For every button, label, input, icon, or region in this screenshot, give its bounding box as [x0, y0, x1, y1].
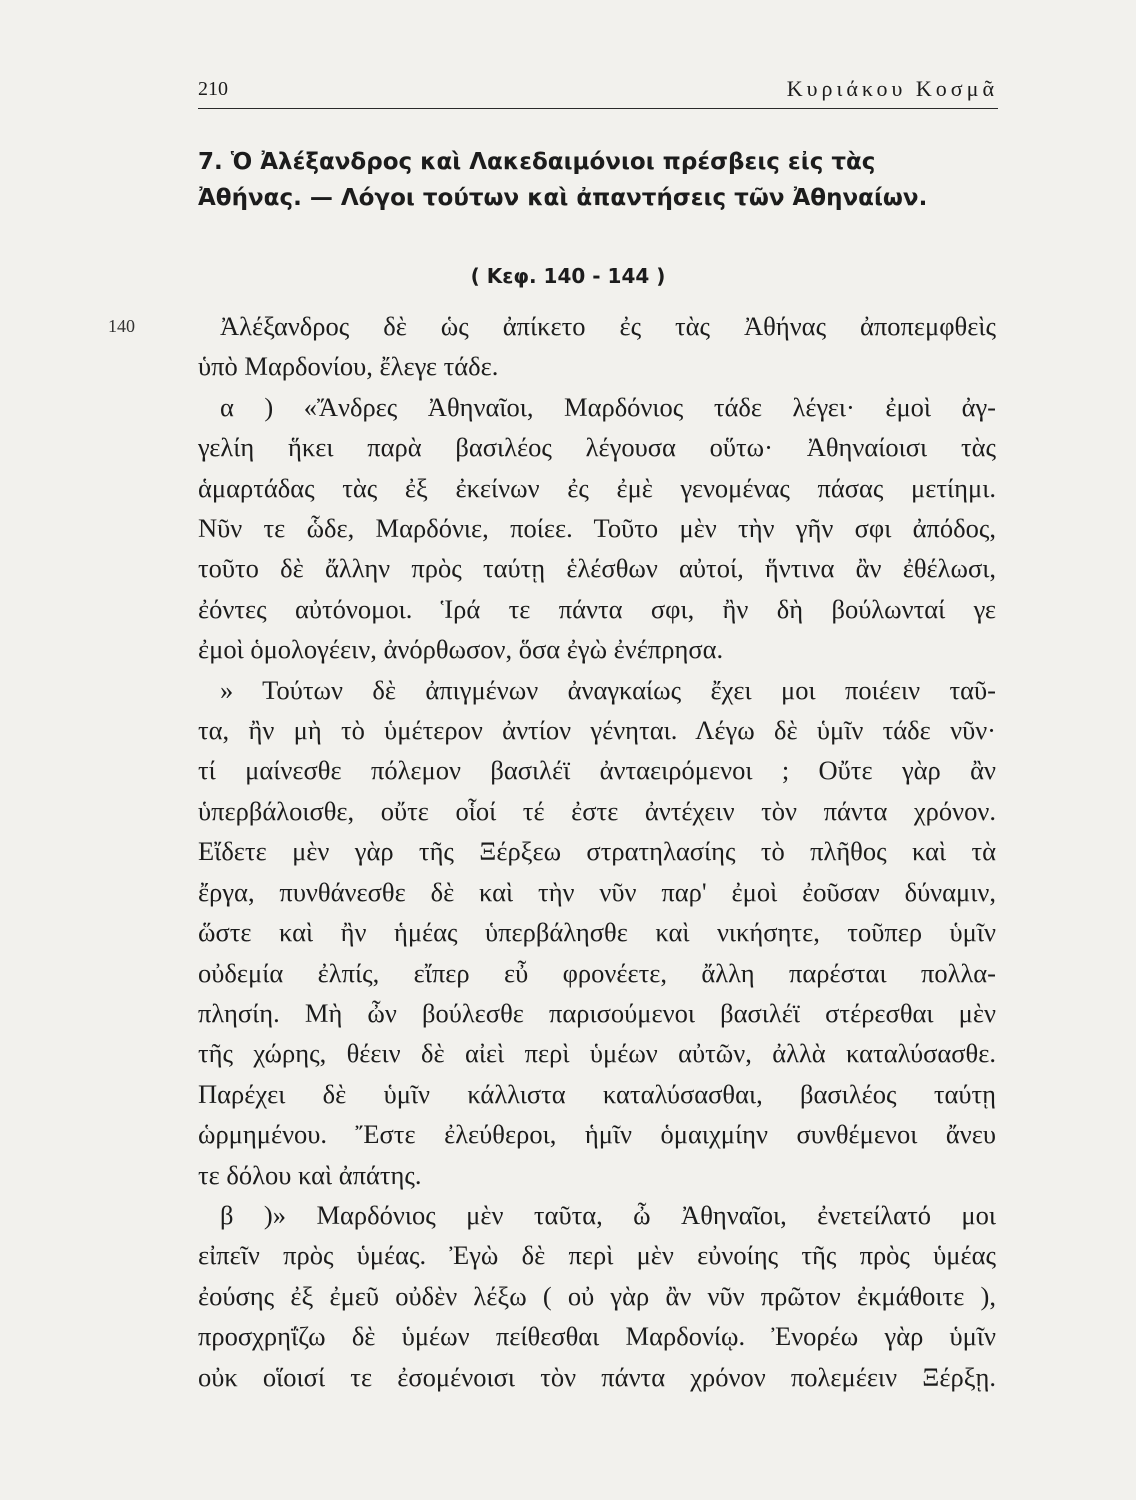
text-line: γελίη ἥκει παρὰ βασιλέος λέγουσα οὕτω· Ἀθηναίοισι τὰς: [198, 432, 996, 463]
text-line: τοῦτο δὲ ἄλλην πρὸς ταύτῃ ἑλέσθων αὐτοί, ἥντινα ἂν ἐθέλωσι,: [198, 553, 996, 584]
text-line: οὐκ οἵοισί τε ἐσομένοισι τὸν πάντα χρόνον πολεμέειν Ξέρξῃ.: [198, 1361, 996, 1392]
text-line: Νῦν τε ὧδε, Μαρδόνιε, ποίεε. Τοῦτο μὲν τὴν γῆν σφι ἀπόδος,: [198, 513, 996, 544]
text-line: ἁμαρτάδας τὰς ἐξ ἐκείνων ἐς ἐμὲ γενομένας πάσας μετίημι.: [198, 472, 996, 503]
text-line: » Τούτων δὲ ἀπιγμένων ἀναγκαίως ἔχει μοι ποιέειν ταῦ-: [220, 674, 996, 705]
text-line: οὐδεμία ἐλπίς, εἴπερ εὖ φρονέετε, ἄλλη παρέσται πολλα-: [198, 957, 996, 988]
text-line: τε δόλου καὶ ἀπάτης.: [198, 1159, 422, 1190]
text-line: ἔργα, πυνθάνεσθε δὲ καὶ τὴν νῦν παρ' ἐμοὶ ἐοῦσαν δύναμιν,: [198, 876, 996, 907]
text-line: Παρέχει δὲ ὑμῖν κάλλιστα καταλύσασθαι, βασιλέος ταύτῃ: [198, 1078, 996, 1109]
text-line: τῆς χώρης, θέειν δὲ αἰεὶ περὶ ὑμέων αὐτῶν, ἀλλὰ καταλύσασθε.: [198, 1038, 996, 1069]
section-title-line-2: Ἀθήνας. — Λόγοι τούτων καὶ ἀπαντήσεις τῶν Ἀθηναίων.: [198, 185, 928, 211]
text-line: ἐόντες αὐτόνομοι. Ἱρά τε πάντα σφι, ἢν δὴ βούλωνταί γε: [198, 593, 996, 624]
text-line: ὥστε καὶ ἢν ἡμέας ὑπερβάλησθε καὶ νικήσητε, τοῦπερ ὑμῖν: [198, 917, 996, 948]
text-line: πλησίη. Μὴ ὦν βούλεσθε παρισούμενοι βασιλέϊ στέρεσθαι μὲν: [198, 997, 996, 1028]
section-title-line-1: 7. Ὁ Ἀλέξανδρος καὶ Λακεδαιμόνιοι πρέσβεις εἰς τὰς: [198, 149, 876, 175]
running-title: Κυριάκου Κοσμᾶ: [786, 76, 998, 101]
section-title: [198, 144, 998, 216]
text-line: ὑπερβάλοισθε, οὔτε οἷοί τέ ἐστε ἀντέχειν τὸν πάντα χρόνον.: [198, 795, 996, 826]
page-number: 210: [198, 78, 228, 100]
text-line: α ) «Ἄνδρες Ἀθηναῖοι, Μαρδόνιος τάδε λέγει· ἐμοὶ ἀγ-: [220, 391, 996, 422]
text-line: ἐούσης ἐξ ἐμεῦ οὐδὲν λέξω ( οὐ γὰρ ἂν νῦν πρῶτον ἐκμάθοιτε ),: [198, 1280, 996, 1311]
text-line: εἰπεῖν πρὸς ὑμέας. Ἐγὼ δὲ περὶ μὲν εὐνοίης τῆς πρὸς ὑμέας: [198, 1240, 996, 1271]
text-line: ἐμοὶ ὁμολογέειν, ἀνόρθωσον, ὅσα ἐγὼ ἐνέπρησα.: [198, 634, 724, 665]
text-line: τί μαίνεσθε πόλεμον βασιλέϊ ἀνταειρόμενοι ; Οὔτε γὰρ ἂν: [198, 755, 996, 786]
text-line: προσχρηΐζω δὲ ὑμέων πείθεσθαι Μαρδονίῳ. Ἐνορέω γὰρ ὑμῖν: [198, 1321, 996, 1352]
chapter-reference: ( Κεφ. 140 - 144 ): [470, 264, 666, 288]
text-line: β )» Μαρδόνιος μὲν ταῦτα, ὦ Ἀθηναῖοι, ἐνετείλατό μοι: [220, 1199, 996, 1230]
margin-chapter-number: 140: [108, 316, 135, 336]
body-text: [198, 306, 996, 1397]
text-line: Ἀλέξανδρος δὲ ὡς ἀπίκετο ἐς τὰς Ἀθήνας ἀποπεμφθεὶς: [220, 311, 996, 341]
text-line: Εἴδετε μὲν γὰρ τῆς Ξέρξεω στρατηλασίης τὸ πλῆθος καὶ τὰ: [198, 836, 996, 867]
text-line: ὑπὸ Μαρδονίου, ἔλεγε τάδε.: [198, 351, 499, 382]
text-line: τα, ἢν μὴ τὸ ὑμέτερον ἀντίον γένηται. Λέγω δὲ ὑμῖν τάδε νῦν·: [198, 715, 996, 746]
text-line: ὡρμημένου. Ἔστε ἐλεύθεροι, ἡμῖν ὁμαιχμίην συνθέμενοι ἄνευ: [198, 1119, 996, 1150]
running-head: [198, 74, 998, 109]
